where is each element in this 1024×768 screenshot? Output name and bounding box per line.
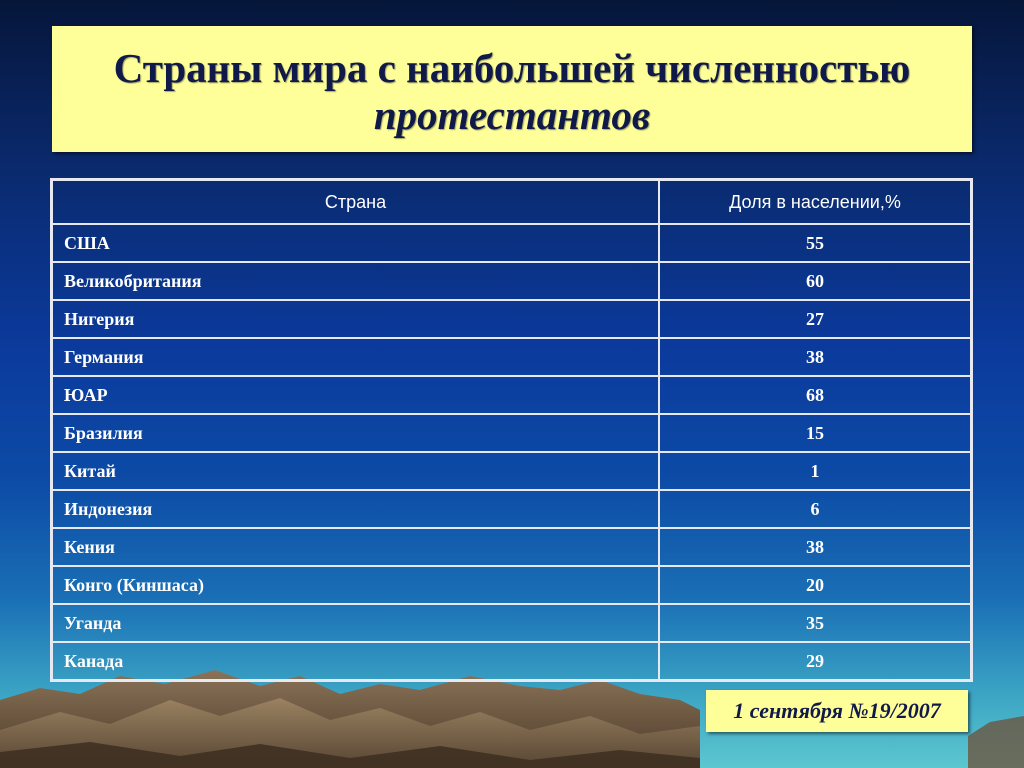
country-cell: Китай [52,452,660,490]
source-citation: 1 сентября №19/2007 [706,690,968,732]
share-cell: 38 [659,338,972,376]
share-cell: 35 [659,604,972,642]
country-cell: США [52,224,660,262]
table-row [52,414,972,452]
share-cell: 38 [659,528,972,566]
slide-title: Страны мира с наибольшей численностью [113,45,911,91]
table-row [52,452,972,490]
table-header-row [52,180,972,225]
table-row [52,566,972,604]
country-cell: Конго (Киншаса) [52,566,660,604]
share-cell: 15 [659,414,972,452]
country-cell: Германия [52,338,660,376]
table-row [52,376,972,414]
table-row [52,604,972,642]
table-row [52,224,972,262]
share-cell: 60 [659,262,972,300]
country-cell: Кения [52,528,660,566]
country-cell: Уганда [52,604,660,642]
slide-subtitle: протестантов [373,92,651,138]
table-row [52,338,972,376]
title-box [52,26,972,152]
country-cell: Канада [52,642,660,681]
country-cell: Бразилия [52,414,660,452]
share-cell: 1 [659,452,972,490]
table-row [52,490,972,528]
column-header-country: Страна [52,180,660,225]
share-cell: 20 [659,566,972,604]
country-cell: Индонезия [52,490,660,528]
table-row [52,528,972,566]
table-row [52,642,972,681]
country-cell: Нигерия [52,300,660,338]
share-cell: 6 [659,490,972,528]
country-cell: Великобритания [52,262,660,300]
share-cell: 29 [659,642,972,681]
country-cell: ЮАР [52,376,660,414]
share-cell: 55 [659,224,972,262]
table-row [52,262,972,300]
column-header-share: Доля в населении,% [659,180,972,225]
table-row [52,300,972,338]
protestants-table [50,178,973,682]
share-cell: 68 [659,376,972,414]
share-cell: 27 [659,300,972,338]
